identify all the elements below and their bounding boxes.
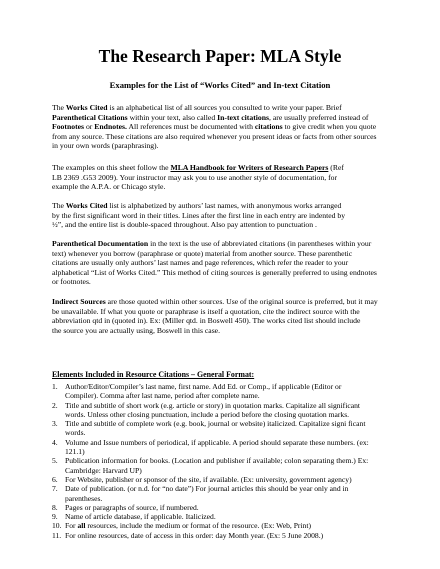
paragraph-works-cited-intro [52, 103, 394, 151]
list-item-number: 4. [52, 437, 58, 447]
text-line: alphabetical “List of Works Cited.” This method of citing sources is generally preferred to using endnotes [52, 267, 377, 277]
term-works-cited: Works Cited [65, 201, 108, 210]
elements-list [52, 382, 394, 540]
text-line: in your own words (paraphrasing). [52, 141, 159, 150]
list-item [52, 419, 394, 438]
list-item-text: Cambridge: Harvard UP) [65, 465, 142, 475]
list-item [52, 438, 394, 457]
page-subtitle: Examples for the List of “Works Cited” and In-text Citation [109, 80, 331, 90]
text-line: LB 2369 .G53 2009). Your instructor may ask you to use another style of documentation, for [52, 172, 338, 182]
list-item-number: 7. [52, 484, 58, 494]
mla-handbook-title: MLA Handbook for Writers of Research Papers [170, 163, 329, 172]
list-item [52, 382, 394, 401]
list-item-text: words. [65, 428, 86, 438]
text: to give credit when you quote [282, 122, 377, 131]
text: or [84, 122, 95, 131]
text: are those quoted within other sources. Use of the original source is preferred, but it may [105, 297, 378, 306]
list-item-text: For Website, publisher or sponsor of the site, if available. (Ex: university, government agency) [65, 474, 352, 484]
list-item [52, 484, 394, 503]
text-line: from any source. These citations are also required whenever you present ideas or facts from other sources [52, 131, 377, 141]
paragraph-parenthetical-documentation [52, 239, 394, 287]
text: All references must be documented with [126, 122, 255, 131]
text: , are usually preferred instead of [269, 112, 369, 122]
list-item-text: Pages or paragraphs of source, if numbered. [65, 502, 199, 512]
list-item-text [65, 521, 394, 530]
text-line: ½”, and the entire list is double-spaced throughout. Also pay attention to punctuation . [52, 220, 317, 229]
list-item [52, 521, 394, 530]
term-in-text-citations: In-text citations [217, 112, 270, 122]
paragraph-works-cited-list [52, 201, 394, 230]
section-heading-elements: Elements Included in Resource Citations – General Format: [52, 370, 255, 379]
text-line: or footnotes. [52, 277, 91, 286]
text-line: text) whenever you borrow (paraphrase or quote) material from another source. These parenthetic [52, 248, 353, 258]
list-item-text: words. Unless other closing punctuation, include a period before the closing quotation marks. [65, 409, 350, 419]
list-item [52, 503, 394, 512]
text: (Ref [328, 163, 344, 172]
term-parenthetical-citations: Parenthetical Citations [52, 112, 128, 122]
list-item-number: 8. [52, 502, 58, 512]
list-item-text: Volume and Issue numbers of periodical, if applicable. A period should separate these numbers. (ex: [65, 437, 369, 447]
text-line: abbreviation qtd in (quoted in). Ex: (Miller qtd. in Boswell 450). The works cited list should include [52, 316, 361, 325]
text-line: be unavailable. If what you quote or paraphrase is itself a quotation, cite the indirect source with the [52, 306, 360, 316]
emphasis-all: all [77, 521, 86, 531]
term-citations: citations [254, 122, 283, 131]
list-item-text: Date of publication. (or n.d. for “no date”) For journal articles this should be year only and in [65, 484, 349, 494]
term-indirect-sources: Indirect Sources [52, 297, 106, 306]
list-item-number: 5. [52, 456, 58, 466]
term-works-cited: Works Cited [65, 103, 108, 112]
page-title: The Research Paper: MLA Style [98, 46, 342, 66]
term-endnotes: Endnotes. [94, 122, 127, 131]
text: For [65, 521, 78, 531]
list-item-text: Name of article database, if applicable. Italicized. [65, 512, 216, 522]
text: in the text is the use of abbreviated citations (in parentheses within your [148, 239, 372, 248]
list-item [52, 401, 394, 420]
list-item-number: 11. [52, 530, 62, 540]
list-item [52, 475, 394, 484]
list-item-number: 9. [52, 512, 58, 522]
text: within your text, also called [127, 112, 218, 122]
term-parenthetical-documentation: Parenthetical Documentation [52, 239, 149, 248]
list-item-text: 121.1) [65, 447, 85, 457]
text: The [52, 201, 66, 210]
text: resources, include the medium or format of the resource. (Ex: Web, Print) [85, 521, 311, 531]
list-item-number: 1. [52, 382, 58, 391]
text: The [52, 103, 66, 112]
text: is an alphabetical list of all sources you consulted to write your paper. Brief [107, 103, 342, 112]
paragraph-mla-handbook [52, 163, 394, 192]
text-line: citations are usually only authors’ last names and page references, which refer the reader to your [52, 258, 349, 267]
list-item-number: 10. [52, 521, 62, 531]
paragraph-indirect-sources [52, 297, 394, 335]
text-line: the source you are actually using, Boswell in this case. [52, 325, 221, 335]
list-item [52, 456, 394, 475]
list-item-number: 2. [52, 400, 58, 410]
term-footnotes: Footnotes [52, 122, 85, 131]
list-item-text: For online resources, date of access in this order: day Month year. (Ex: 5 June 2008.) [65, 530, 324, 540]
list-item-text: Title and subtitle of short work (e.g. article or story) in quotation marks. Capitalize all significant [65, 400, 360, 410]
list-item-number: 3. [52, 419, 58, 429]
text-line: example the A.P.A. or Chicago style. [52, 182, 166, 191]
list-item-text: Title and subtitle of complete work (e.g. book, journal or website) italicized. Capitalize signi ficant [65, 419, 366, 429]
text: The examples on this sheet follow the [52, 163, 171, 172]
text: list is alphabetized by authors’ last names, with anonymous works arranged [107, 201, 342, 210]
text-line: by the first significant word in their titles. Lines after the first line in each entry are indented by [52, 210, 346, 220]
list-item-text: Publication information for books. (Location and publisher if available; colon separating them.) Ex: [65, 456, 369, 466]
list-item-text: parentheses. [65, 493, 103, 503]
list-item-text: Compiler). Comma after last name, period after complete name. [65, 391, 260, 401]
list-item-number: 6. [52, 474, 58, 484]
list-item [52, 512, 394, 521]
list-item-text: Author/Editor/Compiler’s last name, first name. Add Ed. or Comp., if applicable (Editor or [65, 382, 342, 391]
list-item [52, 531, 394, 540]
